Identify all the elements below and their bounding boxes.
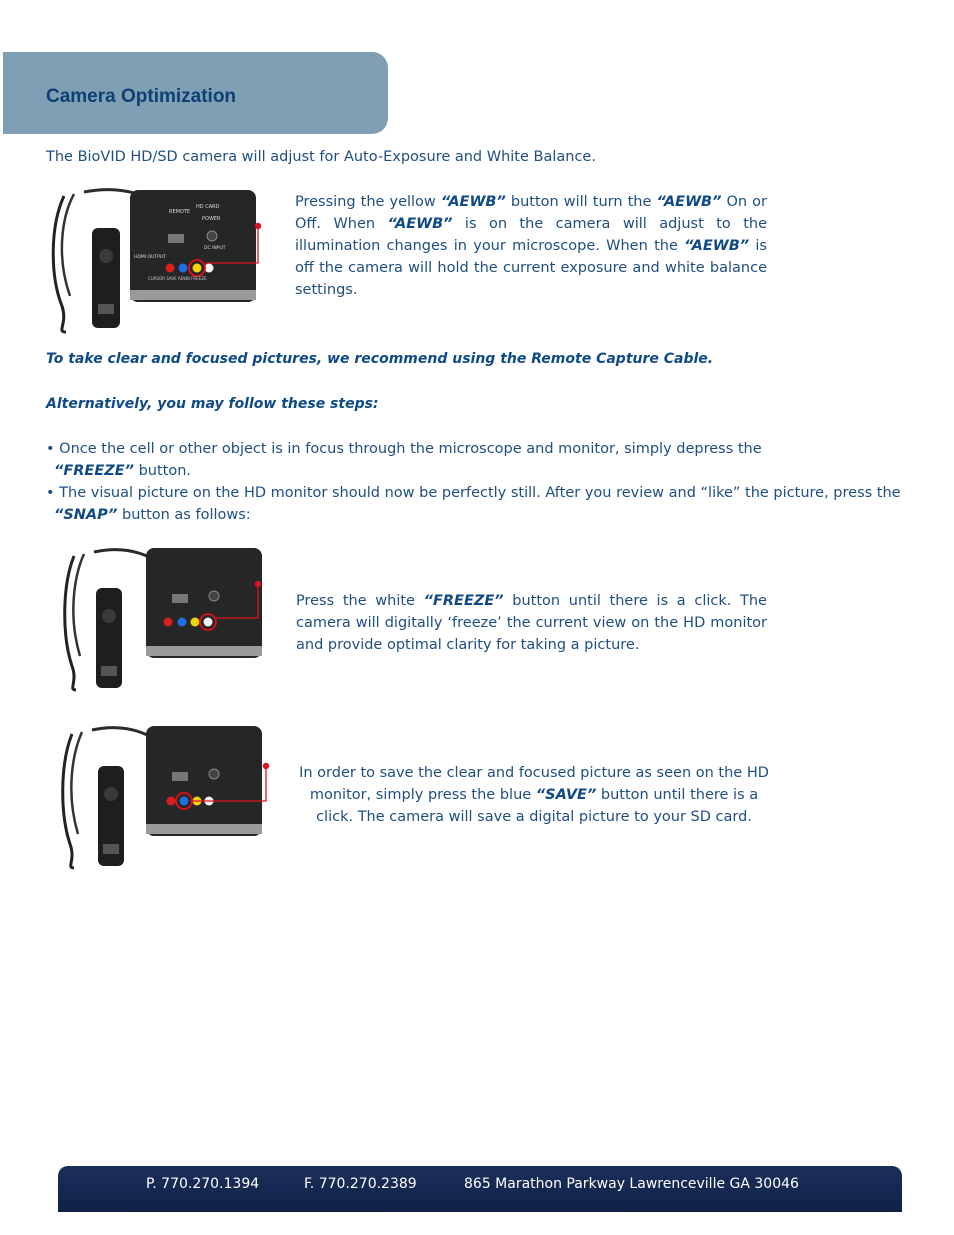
step-snap: • The visual picture on the HD monitor should now be perfectly still. After you review and “like” the picture, press the “SNAP” button as follows: [46,485,901,523]
aewb-description: Pressing the yellow “AEWB” button will turn the “AEWB” On or Off. When “AEWB” is on the camera will adjust to the illumination changes in your microscope. When the “AEWB” is off the camera will hold the current exposure and white balance settings. [295,194,768,298]
intro-text: The BioVID HD/SD camera will adjust for Auto-Exposure and White Balance. [46,149,596,165]
buttons-row-label: CURSOR SAVE AEWB FREEZE [148,276,207,281]
steps-list [46,438,926,526]
hdmi-output-label: HDMI OUTPUT [134,255,166,260]
hd-card-label: HD CARD [196,204,220,210]
freeze-description: Press the white “FREEZE” button until there is a click. The camera will digitally ‘freeze’ the current view on the HD monitor and provide optimal clarity for taking a picture. [296,593,767,653]
save-description: In order to save the clear and focused picture as seen on the HD monitor, simply press the blue “SAVE” button until there is a click. The camera will save a digital picture to your SD card. [299,765,769,825]
remote-capture-note: To take clear and focused pictures, we recommend using the Remote Capture Cable. [46,351,714,367]
camera-photo-freeze [60,546,274,692]
alternative-steps-heading: Alternatively, you may follow these steps: [46,396,379,412]
remote-label: REMOTE [169,209,191,215]
dc-input-label: DC INPUT [204,246,226,251]
power-label: POWER [202,216,221,222]
page-title: Camera Optimization [46,86,237,107]
footer-fax: F. 770.270.2389 [304,1176,417,1192]
camera-photo-aewb [44,186,276,334]
footer-phone: P. 770.270.1394 [146,1176,260,1192]
step-freeze: • Once the cell or other object is in focus through the microscope and monitor, simply depress the “FREEZE” button. [46,441,762,479]
camera-photo-save [58,724,274,870]
footer-address: 865 Marathon Parkway Lawrenceville GA 30046 [464,1176,799,1192]
